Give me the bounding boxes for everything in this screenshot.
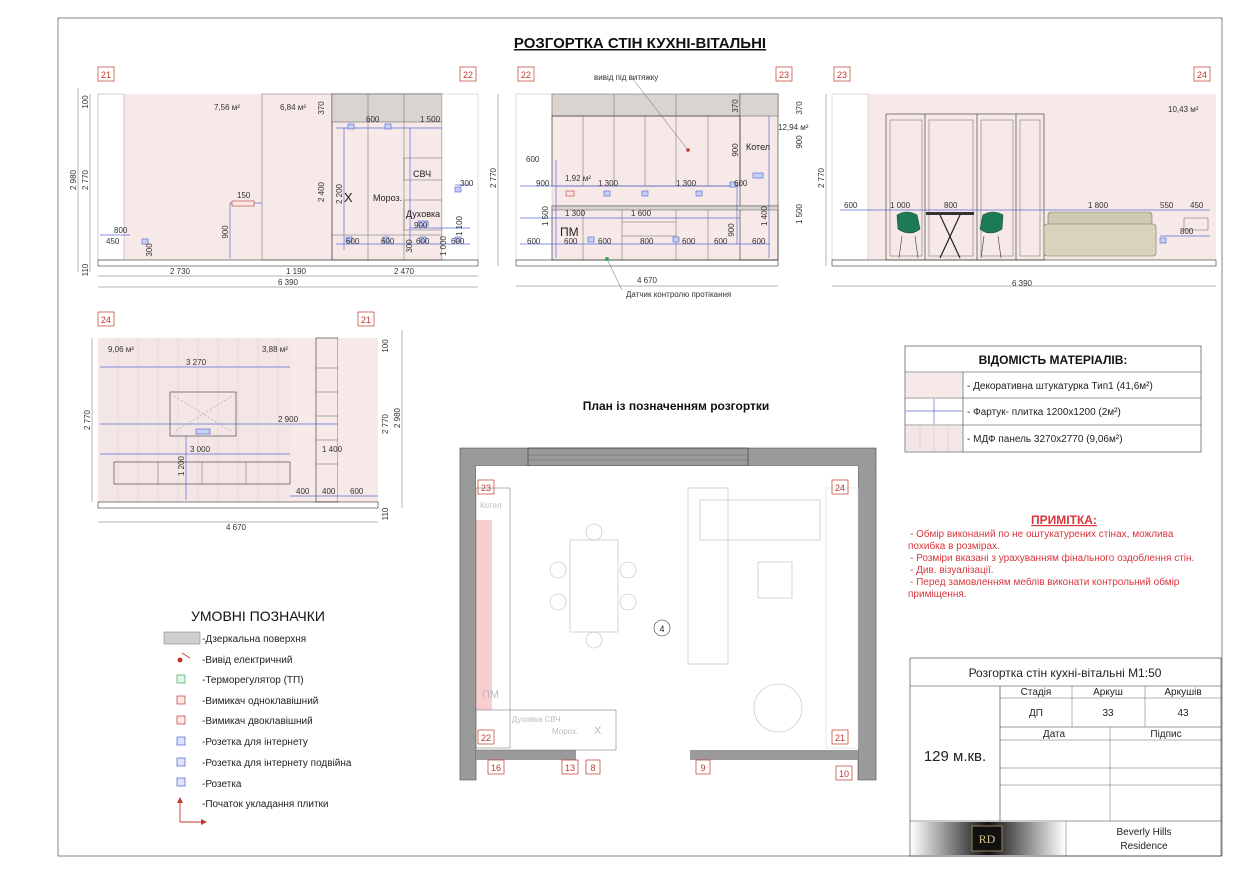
dim-text: 370 <box>795 101 804 115</box>
dim-text: 600 <box>416 237 430 246</box>
plan-title: План із позначенням розгортки <box>582 399 770 413</box>
legend-item: -Вимикач двоклавішний <box>202 716 313 727</box>
dim-text: 1 300 <box>676 179 697 188</box>
elevation-23-24 <box>817 67 1216 288</box>
dim-text: 2 770 <box>381 413 390 435</box>
dishwasher-label: ПМ <box>560 225 579 239</box>
dim-text: 1 800 <box>1088 201 1109 210</box>
dim-text: 2 470 <box>393 267 415 276</box>
dim-text: 900 <box>727 223 736 237</box>
date-label: Дата <box>1042 729 1066 740</box>
note-line: - Перед замовленням меблів виконати контрольний обмір <box>910 577 1180 588</box>
area-label: 1,92 м² <box>565 174 591 183</box>
dim-text: 600 <box>527 237 541 246</box>
dim-text: 100 <box>81 95 90 109</box>
dim-text: 1 500 <box>420 115 441 124</box>
dim-text: 400 <box>322 487 336 496</box>
dim-text: 450 <box>106 237 120 246</box>
project-name-line2: Residence <box>1120 841 1168 852</box>
elev-tag: 21 <box>360 315 372 325</box>
dim-text: 2 200 <box>335 183 344 205</box>
note-line: - Див. візуалізації. <box>910 565 994 576</box>
plan-tag: 24 <box>834 483 846 493</box>
dim-text: 300 <box>405 239 414 253</box>
dim-text: 600 <box>734 179 748 188</box>
dim-text: 2 900 <box>278 415 299 424</box>
dim-text: 3 270 <box>186 358 207 367</box>
elev-tag: 23 <box>778 70 790 80</box>
dim-text: 1 400 <box>760 205 769 227</box>
elevation-22-23 <box>489 67 809 299</box>
materials-table <box>905 346 1201 452</box>
dim-text: 150 <box>237 191 251 200</box>
elevation-24-21 <box>83 312 402 532</box>
dim-text: 550 <box>1160 201 1174 210</box>
elevation-21-22 <box>69 67 478 287</box>
elev-tag: 22 <box>520 70 532 80</box>
dim-text: 1 000 <box>439 235 448 257</box>
plan-tag: 22 <box>480 733 492 743</box>
dim-text: 2 770 <box>817 167 826 189</box>
stage-label: Стадія <box>1020 687 1052 698</box>
thermostat-icon <box>177 675 185 683</box>
plan-tag: 23 <box>480 483 492 493</box>
dim-text: 900 <box>414 221 428 230</box>
company-logo <box>911 822 1065 855</box>
sheet-value: 33 <box>1102 708 1114 719</box>
dim-text: 370 <box>317 101 326 115</box>
double-switch-icon <box>177 716 185 724</box>
dim-text: 4 670 <box>636 276 658 285</box>
area-label: 7,56 м² <box>214 103 240 112</box>
dim-text: 450 <box>1190 201 1204 210</box>
room-number: 4 <box>659 624 665 634</box>
plan-label: ПМ <box>482 689 500 701</box>
dim-text: 2 770 <box>83 409 92 431</box>
apartment-area: 129 м.кв. <box>923 748 987 765</box>
dim-text: 1 100 <box>455 215 464 237</box>
note-line: похибка в розмірах. <box>908 541 1000 552</box>
dim-text: 600 <box>346 237 360 246</box>
dim-text: 370 <box>731 99 740 113</box>
material-row: - Фартук- плитка 1200х1200 (2м²) <box>967 407 1121 418</box>
dim-text: 600 <box>381 237 395 246</box>
dim-text: 600 <box>752 237 766 246</box>
dim-text: 1 200 <box>177 455 186 477</box>
mirror-icon <box>164 632 200 644</box>
dim-text: 600 <box>598 237 612 246</box>
plan-tag: 16 <box>490 763 502 773</box>
dim-text: 1 300 <box>598 179 619 188</box>
plan-label: Мороз. <box>552 727 578 736</box>
plan-label: Котел <box>480 501 502 510</box>
legend-title: УМОВНІ ПОЗНАЧКИ <box>191 608 325 624</box>
area-label: 6,84 м² <box>280 103 306 112</box>
dim-text: 800 <box>944 201 958 210</box>
dim-text: 2 730 <box>169 267 191 276</box>
dim-text: 1 000 <box>890 201 911 210</box>
dim-text: 900 <box>731 143 740 157</box>
elev-tag: 24 <box>1196 70 1208 80</box>
legend-item: -Розетка <box>202 779 242 790</box>
dim-text: 800 <box>114 226 128 235</box>
x-label: Х <box>344 190 353 205</box>
sheet-label: Аркуш <box>1093 687 1123 698</box>
project-name: Beverly Hills <box>1116 827 1172 838</box>
plan-tag: 10 <box>838 769 850 779</box>
socket-icon <box>177 778 185 786</box>
internet-socket-icon <box>177 737 185 745</box>
legend-item: -Дзеркальна поверхня <box>202 634 307 645</box>
note-line: - Обмір виконаний по не оштукатурених стінах, можлива <box>910 529 1174 540</box>
dim-text: 6 390 <box>1011 279 1033 288</box>
title-block <box>910 658 1221 856</box>
dim-text: 800 <box>1180 227 1194 236</box>
dim-text: 600 <box>451 237 465 246</box>
dim-text: 6 390 <box>277 278 299 287</box>
sheets-label: Аркушів <box>1164 687 1202 698</box>
material-row: - Декоративна штукатурка Тип1 (41,6м²) <box>967 381 1153 392</box>
dim-text: 400 <box>296 487 310 496</box>
fridge-label: Мороз. <box>373 193 403 203</box>
dim-text: 2 770 <box>81 169 90 191</box>
legend-item: -Вивід електричний <box>202 655 293 666</box>
dim-text: 4 670 <box>225 523 247 532</box>
dim-text: 2 400 <box>317 181 326 203</box>
area-label: 12,94 м² <box>778 123 809 132</box>
dim-text: 600 <box>844 201 858 210</box>
material-row: - МДФ панель 3270х2770 (9,06м²) <box>967 434 1123 445</box>
dim-text: 900 <box>536 179 550 188</box>
plan-tag: 13 <box>564 763 576 773</box>
plan-tag: 9 <box>700 763 706 773</box>
legend-item: -Розетка для інтернету <box>202 737 308 748</box>
legend-item: -Розетка для інтернету подвійна <box>202 758 352 769</box>
floor-plan <box>460 399 876 780</box>
logo-text: RD <box>978 832 996 846</box>
dim-text: 300 <box>460 179 474 188</box>
dim-text: 2 770 <box>489 167 498 189</box>
sheet-title: РОЗГОРТКА СТІН КУХНІ-ВІТАЛЬНІ <box>513 35 767 52</box>
elev-tag: 22 <box>462 70 474 80</box>
oven-label: Духовка <box>406 209 441 219</box>
plan-label: Духовка СВЧ <box>512 715 561 724</box>
dim-text: 600 <box>526 155 540 164</box>
materials-header: ВІДОМІСТЬ МАТЕРІАЛІВ: <box>978 353 1128 367</box>
dim-text: 1 400 <box>322 445 343 454</box>
dim-text: 600 <box>366 115 380 124</box>
dim-text: 600 <box>350 487 364 496</box>
plan-tag: 8 <box>590 763 596 773</box>
dim-text: 300 <box>145 243 154 257</box>
legend-item: -Початок укладання плитки <box>202 799 329 810</box>
notes-block <box>908 513 1194 600</box>
signature-label: Підпис <box>1150 729 1182 740</box>
legend <box>164 608 352 825</box>
double-internet-socket-icon <box>177 758 185 766</box>
boiler-label: Котел <box>746 142 771 152</box>
dim-text: 600 <box>714 237 728 246</box>
dim-text: 1 600 <box>631 209 652 218</box>
elev-tag: 21 <box>100 70 112 80</box>
microwave-label: СВЧ <box>413 169 432 179</box>
dim-text: 2 980 <box>69 169 78 191</box>
dim-text: 600 <box>564 237 578 246</box>
dim-text: 800 <box>640 237 654 246</box>
dim-text: 3 000 <box>190 445 211 454</box>
legend-item: -Терморегулятор (ТП) <box>202 675 304 686</box>
elev-tag: 23 <box>836 70 848 80</box>
notes-header: ПРИМІТКА: <box>1031 513 1097 527</box>
dim-text: 900 <box>221 225 230 239</box>
area-label: 3,88 м² <box>262 345 288 354</box>
drawing-title: Розгортка стін кухні-вітальні М1:50 <box>968 666 1162 680</box>
single-switch-icon <box>177 696 185 704</box>
electric-outlet-point-icon <box>178 653 191 663</box>
dim-text: 110 <box>381 507 390 521</box>
dim-text: 100 <box>381 339 390 353</box>
dim-text: 1 500 <box>795 203 804 225</box>
plan-label: Х <box>594 725 602 737</box>
hood-outlet-label: вивід під витяжку <box>594 73 659 82</box>
note-line: - Розміри вказані з урахуванням фінального оздоблення стін. <box>910 553 1195 564</box>
stage-value: ДП <box>1029 708 1043 719</box>
elev-tag: 24 <box>100 315 112 325</box>
plan-tag: 21 <box>834 733 846 743</box>
dim-text: 1 190 <box>285 267 307 276</box>
dim-text: 1 500 <box>541 205 550 227</box>
leak-sensor-label: Датчик контролю протікання <box>626 290 732 299</box>
sheets-value: 43 <box>1177 708 1189 719</box>
note-line: приміщення. <box>908 589 967 600</box>
area-label: 9,06 м² <box>108 345 134 354</box>
legend-item: -Вимикач одноклавішний <box>202 696 319 707</box>
dim-text: 600 <box>682 237 696 246</box>
area-label: 10,43 м² <box>1168 105 1199 114</box>
dim-text: 2 980 <box>393 407 402 429</box>
dim-text: 1 300 <box>565 209 586 218</box>
dim-text: 900 <box>795 135 804 149</box>
dim-text: 110 <box>81 263 90 277</box>
